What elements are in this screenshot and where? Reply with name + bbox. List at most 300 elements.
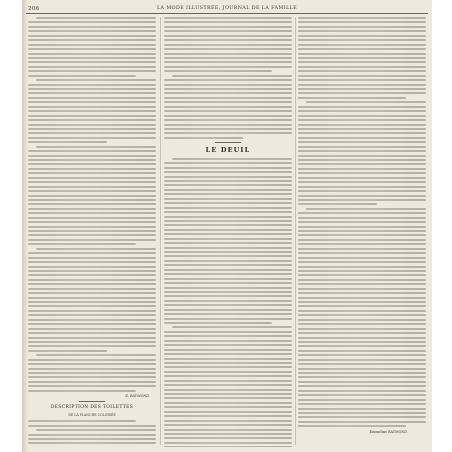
text-line — [164, 242, 292, 244]
text-line — [298, 172, 426, 174]
text-line — [298, 248, 426, 250]
text-line — [298, 283, 426, 285]
text-line — [298, 199, 426, 201]
text-line — [164, 216, 292, 218]
text-line — [164, 162, 292, 164]
column-separator — [295, 17, 296, 445]
section-divider — [79, 401, 105, 402]
text-line — [298, 314, 426, 316]
text-line — [164, 358, 292, 360]
text-line — [28, 442, 156, 444]
text-line — [164, 335, 292, 337]
text-line — [28, 266, 156, 268]
text-line — [298, 119, 426, 121]
text-line — [28, 92, 156, 94]
text-line — [164, 247, 292, 249]
text-line — [28, 252, 156, 254]
text-line — [164, 26, 292, 28]
deuil-article-text — [164, 158, 292, 447]
text-line — [28, 141, 107, 143]
text-line — [298, 279, 426, 281]
text-line — [298, 132, 426, 134]
text-line — [298, 425, 406, 427]
text-line — [28, 137, 156, 139]
text-line — [164, 340, 292, 342]
text-line — [298, 332, 426, 334]
text-line — [164, 167, 292, 169]
text-line — [298, 181, 426, 183]
text-line — [306, 101, 426, 103]
text-line — [28, 314, 156, 316]
text-line — [164, 375, 292, 377]
text-line — [164, 344, 292, 346]
page-number: 206 — [28, 6, 40, 12]
text-line — [28, 221, 156, 223]
text-line — [164, 300, 292, 302]
text-line — [298, 44, 426, 46]
text-line — [164, 446, 292, 447]
text-line — [164, 251, 292, 253]
text-line — [28, 288, 156, 290]
text-line — [298, 310, 426, 312]
text-line — [298, 305, 426, 307]
text-line — [164, 397, 292, 399]
text-line — [164, 180, 292, 182]
column-separator — [160, 17, 161, 445]
text-line — [164, 92, 292, 94]
text-line — [28, 195, 156, 197]
text-line — [298, 84, 426, 86]
text-line — [28, 26, 156, 28]
text-line — [164, 110, 292, 112]
text-line — [36, 429, 156, 431]
text-line — [298, 217, 426, 219]
text-line — [28, 239, 156, 241]
text-line — [28, 132, 156, 134]
text-line — [164, 291, 292, 293]
text-line — [164, 106, 292, 108]
text-line — [28, 350, 107, 352]
column-middle — [164, 17, 292, 447]
text-line — [28, 75, 136, 77]
text-line — [164, 79, 292, 81]
text-line — [28, 177, 156, 179]
text-line — [298, 257, 426, 259]
text-line — [164, 48, 292, 50]
text-line — [28, 323, 156, 325]
text-line — [298, 403, 426, 405]
article-heading: LE DEUIL — [205, 145, 251, 154]
text-line — [28, 30, 156, 32]
text-line — [298, 146, 426, 148]
text-line — [298, 234, 426, 236]
text-line — [298, 79, 426, 81]
text-line — [164, 304, 292, 306]
article-body-text — [298, 17, 426, 427]
text-line — [298, 75, 426, 77]
text-line — [28, 359, 156, 361]
text-line — [298, 399, 426, 401]
text-line — [28, 186, 156, 188]
text-line — [36, 17, 156, 19]
text-line — [164, 88, 292, 90]
text-line — [298, 97, 406, 99]
text-line — [298, 168, 426, 170]
text-line — [298, 195, 426, 197]
text-line — [28, 297, 156, 299]
article-signature: Emmeline RAYMOND. — [369, 429, 408, 434]
text-line — [298, 350, 426, 352]
text-line — [298, 150, 426, 152]
text-line — [28, 434, 156, 436]
text-line — [28, 35, 156, 37]
text-line — [164, 97, 292, 99]
text-line — [298, 110, 426, 112]
text-line — [172, 326, 292, 328]
text-line — [164, 429, 292, 431]
text-line — [164, 393, 292, 395]
text-line — [164, 415, 292, 417]
text-line — [164, 211, 292, 213]
text-line — [298, 137, 426, 139]
text-line — [298, 239, 426, 241]
text-line — [28, 181, 156, 183]
text-line — [28, 328, 156, 330]
header-rule — [26, 13, 428, 14]
text-line — [298, 372, 426, 374]
text-line — [164, 282, 292, 284]
text-line — [298, 155, 426, 157]
text-line — [164, 53, 292, 55]
text-line — [28, 163, 156, 165]
text-line — [298, 177, 426, 179]
text-line — [164, 362, 292, 364]
text-line — [28, 128, 156, 130]
text-line — [164, 273, 292, 275]
text-line — [298, 66, 426, 68]
text-line — [298, 368, 426, 370]
text-line — [298, 319, 426, 321]
text-line — [28, 84, 156, 86]
text-line — [28, 101, 156, 103]
text-line — [164, 66, 292, 68]
text-line — [164, 424, 292, 426]
text-line — [298, 270, 426, 272]
text-line — [298, 212, 426, 214]
text-line — [164, 287, 292, 289]
text-line — [28, 305, 156, 307]
text-line — [298, 337, 426, 339]
text-line — [298, 363, 426, 365]
text-line — [36, 354, 156, 356]
text-line — [164, 437, 292, 439]
text-line — [164, 119, 292, 121]
text-line — [298, 106, 426, 108]
text-line — [28, 66, 156, 68]
text-line — [28, 368, 156, 370]
text-line — [164, 189, 292, 191]
text-line — [164, 442, 292, 444]
text-line — [28, 283, 156, 285]
text-line — [28, 208, 156, 210]
text-line — [28, 425, 156, 427]
text-line — [164, 331, 292, 333]
text-line — [164, 349, 292, 351]
text-line — [36, 146, 156, 148]
text-line — [28, 385, 156, 387]
text-line — [28, 345, 156, 347]
text-line — [164, 260, 292, 262]
text-line — [164, 380, 292, 382]
text-line — [172, 158, 292, 160]
text-line — [28, 390, 136, 392]
text-line — [164, 389, 292, 391]
text-line — [28, 292, 156, 294]
text-line — [164, 207, 292, 209]
text-line — [28, 363, 156, 365]
text-line — [164, 353, 292, 355]
text-line — [28, 44, 156, 46]
text-line — [164, 384, 292, 386]
text-line — [164, 137, 243, 139]
text-line — [36, 248, 156, 250]
text-line — [298, 35, 426, 37]
text-line — [298, 141, 426, 143]
text-line — [164, 322, 272, 324]
text-line — [28, 274, 156, 276]
running-title: LA MODE ILLUSTRÉE, JOURNAL DE LA FAMILLE — [156, 6, 298, 11]
text-line — [164, 171, 292, 173]
text-line — [298, 416, 426, 418]
text-line — [164, 224, 292, 226]
text-line — [298, 261, 426, 263]
text-line — [164, 420, 292, 422]
text-line — [298, 328, 426, 330]
text-line — [164, 84, 292, 86]
text-line — [164, 193, 292, 195]
text-line — [28, 310, 156, 312]
text-line — [28, 110, 156, 112]
article-body-text — [164, 17, 292, 139]
text-line — [298, 412, 426, 414]
text-line — [28, 217, 156, 219]
text-line — [164, 39, 292, 41]
text-line — [298, 408, 426, 410]
text-line — [28, 39, 156, 41]
text-line — [164, 406, 292, 408]
text-line — [164, 264, 292, 266]
text-line — [164, 17, 292, 19]
text-line — [298, 53, 426, 55]
text-line — [28, 53, 156, 55]
text-line — [298, 376, 426, 378]
text-line — [164, 233, 292, 235]
text-line — [298, 230, 426, 232]
text-line — [164, 366, 292, 368]
text-line — [28, 190, 156, 192]
text-line — [28, 172, 156, 174]
text-line — [298, 92, 426, 94]
text-line — [298, 385, 426, 387]
text-line — [298, 88, 426, 90]
text-line — [164, 30, 292, 32]
text-line — [28, 270, 156, 272]
text-line — [164, 318, 292, 320]
column-left — [28, 17, 156, 447]
text-line — [28, 203, 156, 205]
text-line — [28, 199, 156, 201]
text-line — [28, 261, 156, 263]
text-line — [298, 57, 426, 59]
text-line — [298, 252, 426, 254]
text-line — [298, 341, 426, 343]
text-line — [298, 292, 426, 294]
text-line — [28, 115, 156, 117]
page-header — [22, 4, 432, 16]
text-line — [298, 70, 426, 72]
text-line — [164, 278, 292, 280]
text-line — [28, 48, 156, 50]
text-line — [298, 124, 426, 126]
text-line — [172, 75, 292, 77]
text-line — [298, 359, 426, 361]
text-line — [298, 354, 426, 356]
text-line — [28, 438, 156, 440]
text-line — [28, 97, 156, 99]
text-line — [298, 274, 426, 276]
text-line — [28, 106, 156, 108]
text-line — [28, 257, 156, 259]
text-line — [164, 309, 292, 311]
text-line — [164, 229, 292, 231]
text-line — [164, 295, 292, 297]
text-line — [28, 243, 136, 245]
text-line — [28, 376, 156, 378]
text-line — [28, 119, 156, 121]
text-line — [164, 115, 292, 117]
text-line — [298, 39, 426, 41]
text-line — [298, 128, 426, 130]
text-line — [28, 381, 156, 383]
text-line — [164, 198, 292, 200]
text-line — [306, 208, 426, 210]
text-line — [298, 301, 426, 303]
text-line — [28, 61, 156, 63]
text-line — [28, 337, 156, 339]
text-line — [298, 226, 426, 228]
text-line — [28, 159, 156, 161]
text-line — [298, 394, 426, 396]
text-line — [164, 57, 292, 59]
text-line — [28, 341, 156, 343]
text-line — [298, 17, 426, 19]
text-line — [298, 266, 426, 268]
text-line — [28, 21, 156, 23]
text-line — [298, 186, 426, 188]
text-line — [164, 202, 292, 204]
text-line — [28, 319, 156, 321]
text-line — [298, 115, 426, 117]
text-line — [164, 124, 292, 126]
text-line — [164, 184, 292, 186]
text-line — [164, 128, 292, 130]
text-line — [164, 269, 292, 271]
description-body-text — [28, 420, 156, 447]
text-line — [164, 313, 292, 315]
text-line — [164, 70, 272, 72]
text-line — [28, 234, 156, 236]
text-line — [36, 79, 156, 81]
section-divider — [215, 142, 241, 143]
text-line — [298, 381, 426, 383]
text-line — [298, 345, 426, 347]
text-line — [298, 61, 426, 63]
text-line — [298, 21, 426, 23]
text-line — [298, 323, 426, 325]
text-line — [298, 221, 426, 223]
text-line — [298, 48, 426, 50]
section-title: DESCRIPTION DES TOILETTES — [50, 405, 134, 411]
text-line — [28, 420, 136, 422]
text-line — [298, 30, 426, 32]
text-line — [298, 243, 426, 245]
text-line — [164, 44, 292, 46]
text-line — [298, 288, 426, 290]
column-right — [298, 17, 426, 447]
text-line — [298, 297, 426, 299]
text-line — [164, 21, 292, 23]
text-line — [28, 212, 156, 214]
text-line — [298, 163, 426, 165]
text-line — [164, 255, 292, 257]
text-line — [164, 35, 292, 37]
text-line — [164, 371, 292, 373]
text-line — [28, 168, 156, 170]
newspaper-page — [22, 0, 432, 452]
text-line — [164, 61, 292, 63]
text-line — [28, 230, 156, 232]
text-line — [28, 155, 156, 157]
article-signature: E. RAYMOND. — [125, 394, 150, 399]
text-line — [28, 88, 156, 90]
text-line — [164, 238, 292, 240]
text-line — [298, 421, 426, 423]
text-line — [164, 402, 292, 404]
text-line — [164, 433, 292, 435]
text-line — [298, 203, 377, 205]
text-line — [298, 26, 426, 28]
text-line — [28, 70, 156, 72]
text-line — [28, 150, 156, 152]
text-line — [164, 220, 292, 222]
text-line — [28, 57, 156, 59]
text-line — [28, 332, 156, 334]
text-line — [28, 279, 156, 281]
text-line — [164, 411, 292, 413]
text-line — [298, 159, 426, 161]
section-subtitle: DE LA PLANCHE COLORIÉE — [68, 413, 116, 418]
text-line — [298, 390, 426, 392]
text-line — [28, 226, 156, 228]
text-line — [164, 176, 292, 178]
text-line — [164, 132, 292, 134]
text-line — [28, 301, 156, 303]
article-body-text — [28, 17, 156, 392]
text-line — [298, 190, 426, 192]
text-line — [28, 124, 156, 126]
text-line — [28, 372, 156, 374]
text-line — [164, 101, 292, 103]
